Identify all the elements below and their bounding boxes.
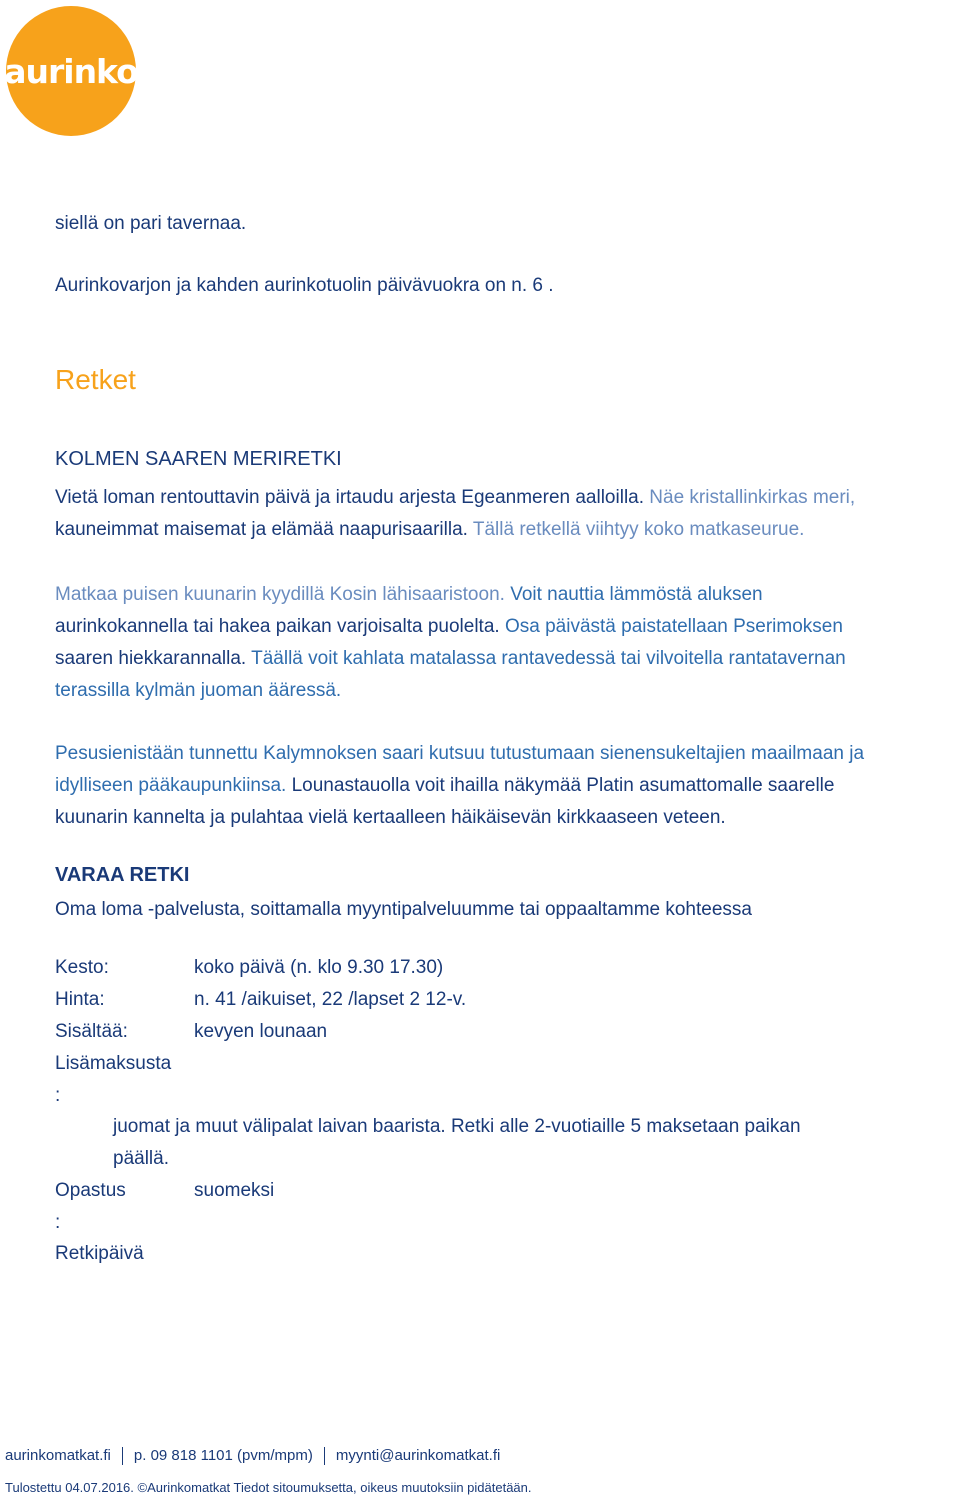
duration-value: koko päivä (n. klo 9.30 17.30): [194, 957, 444, 978]
para2-text: saaren hiekkarannalla.: [55, 648, 252, 669]
para1-line1: [55, 482, 855, 514]
booking-text: Oma loma -palvelusta, soittamalla myyntipalveluumme tai oppaaltamme kohteessa: [55, 899, 752, 920]
para1-line2: [55, 514, 804, 546]
para1-text: Vietä loman rentouttavin päivä ja irtaudu arjesta Egeanmeren aalloilla.: [55, 487, 650, 508]
excursion-title: KOLMEN SAAREN MERIRETKI: [55, 448, 342, 470]
guide-colon: :: [55, 1212, 61, 1233]
para3-line2: [55, 770, 834, 802]
intro-line-1: siellä on pari tavernaa.: [55, 213, 247, 234]
guide-value: suomeksi: [194, 1180, 275, 1201]
para2-text: Voit nauttia lämmöstä aluksen: [510, 584, 763, 605]
footer-contact: [5, 1447, 500, 1465]
includes-value: kevyen lounaan: [194, 1021, 328, 1042]
section-heading: Retket: [55, 364, 136, 395]
para2-text: Osa päivästä paistatellaan Pserimoksen: [504, 616, 843, 637]
footer-email-link[interactable]: myynti@aurinkomatkat.fi: [335, 1447, 501, 1464]
para2-line4: terassilla kylmän juoman ääressä.: [55, 680, 342, 701]
intro-line-2: Aurinkovarjon ja kahden aurinkotuolin päivävuokra on n. 6 .: [55, 275, 554, 296]
para3-text: Lounastauolla voit ihailla näkymää Platin asumattomalle saarelle: [291, 775, 835, 796]
para2-line3: [55, 643, 846, 675]
price-value: n. 41 /aikuiset, 22 /lapset 2 12-v.: [194, 989, 467, 1010]
aurinko-logo: [6, 6, 136, 136]
booking-heading: VARAA RETKI: [55, 864, 190, 886]
extra-cost-label: Lisämaksusta: [55, 1053, 172, 1074]
footer-site-link[interactable]: aurinkomatkat.fi: [5, 1447, 111, 1464]
footer-divider: [324, 1447, 325, 1465]
price-label: Hinta:: [55, 989, 105, 1010]
para3-line1: Pesusienistään tunnettu Kalymnoksen saari kutsuu tutustumaan sienensukeltajien maailmaan ja: [55, 743, 865, 764]
extra-cost-value-line2: päällä.: [113, 1148, 169, 1169]
para2-text: Täällä voit kahlata matalassa rantavedessä tai vilvoitella rantatavernan: [251, 648, 846, 669]
para2-text: aurinkokannella tai hakea paikan varjoisalta puolelta.: [55, 616, 505, 637]
footer-divider: [122, 1447, 123, 1465]
para1-text: kauneimmat maisemat ja elämää naapurisaarilla.: [55, 519, 473, 540]
footer-phone: p. 09 818 1101 (pvm/mpm): [133, 1447, 313, 1464]
duration-label: Kesto:: [55, 957, 109, 978]
extra-cost-value-line1: juomat ja muut välipalat laivan baarista. Retki alle 2-vuotiaille 5 maksetaan paikan: [113, 1116, 801, 1137]
para2-text: Matkaa puisen kuunarin kyydillä Kosin lähisaaristoon.: [55, 584, 511, 605]
para1-text: Tällä retkellä viihtyy koko matkaseurue.: [472, 519, 805, 540]
para3-text: idylliseen pääkaupunkiinsa.: [55, 775, 292, 796]
guide-label: Opastus: [55, 1180, 126, 1201]
logo-text: aurinko: [4, 51, 138, 91]
para3-line3: kuunarin kannelta ja pulahtaa vielä kertaalleen häikäisevän kirkkaaseen veteen.: [55, 807, 726, 828]
includes-label: Sisältää:: [55, 1021, 128, 1042]
para2-line1: [55, 579, 763, 611]
para1-text: Näe kristallinkirkas meri,: [649, 487, 856, 508]
excursion-day-label: Retkipäivä: [55, 1243, 144, 1264]
para2-line2: [55, 611, 843, 643]
extra-cost-colon: :: [55, 1085, 61, 1106]
footer-printed-note: Tulostettu 04.07.2016. ©Aurinkomatkat Tiedot sitoumuksetta, oikeus muutoksiin pidätetään.: [5, 1480, 532, 1495]
